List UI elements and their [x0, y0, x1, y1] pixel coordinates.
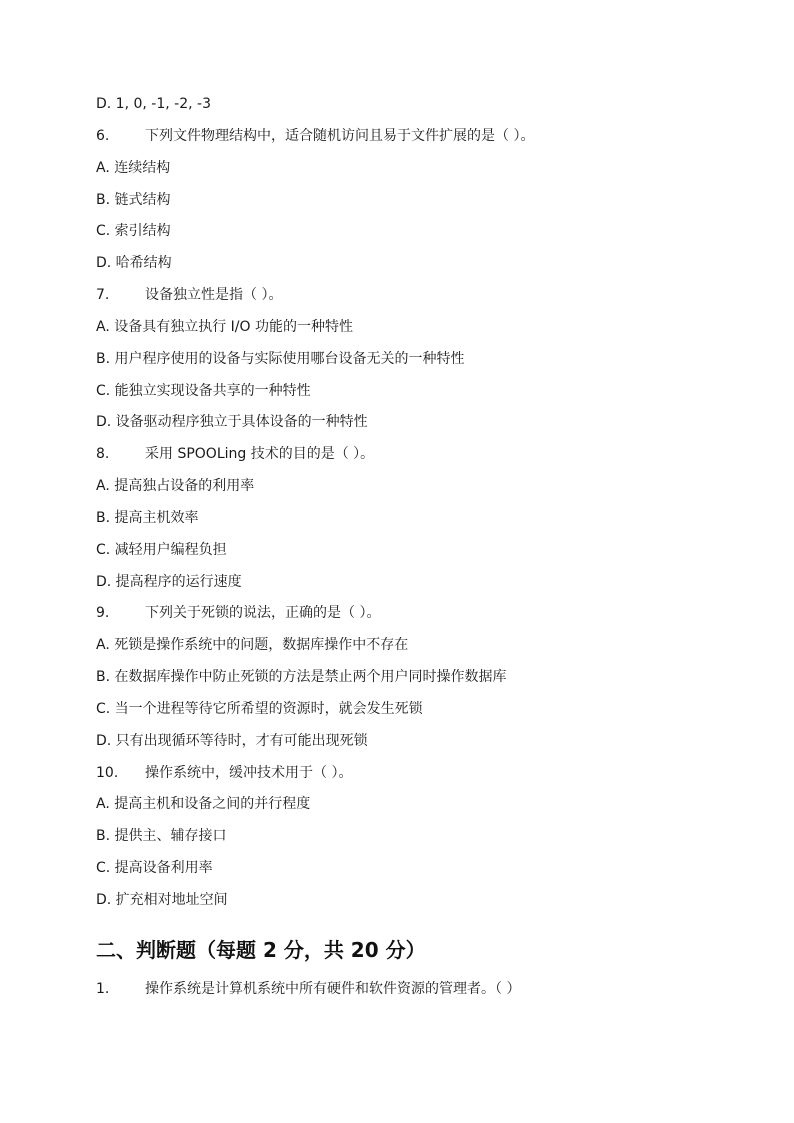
option-line [96, 221, 171, 241]
question-line [96, 763, 352, 783]
option-text: A. 死锁是操作系统中的问题，数据库操作中不存在 [96, 637, 409, 653]
option-line [96, 158, 170, 178]
option-text: C. 能独立实现设备共享的一种特性 [96, 383, 311, 399]
option-line [96, 731, 368, 751]
question-number: 1. [96, 981, 110, 997]
question-line [96, 444, 374, 464]
option-line [96, 635, 408, 655]
option-line [96, 253, 172, 273]
option-text: D. 扩充相对地址空间 [96, 892, 228, 908]
option-line [96, 890, 228, 910]
option-text: D. 提高程序的运行速度 [96, 574, 242, 590]
question-number: 7. [96, 287, 110, 303]
option-line [96, 349, 465, 369]
option-text: A. 连续结构 [96, 160, 171, 176]
question-text: 采用 SPOOLing 技术的目的是（ ）。 [145, 446, 375, 462]
option-line [96, 858, 213, 878]
judge-question-line [96, 979, 520, 999]
question-text: 操作系统是计算机系统中所有硬件和软件资源的管理者。（ ） [145, 981, 521, 997]
option-text: A. 提高独占设备的利用率 [96, 478, 255, 494]
question-line [96, 603, 380, 623]
option-text: D. 设备驱动程序独立于具体设备的一种特性 [96, 414, 368, 430]
question-text: 下列关于死锁的说法，正确的是（ ）。 [145, 605, 381, 621]
question-number: 8. [96, 446, 110, 462]
option-line [96, 476, 254, 496]
option-line [96, 94, 211, 114]
option-line [96, 317, 353, 337]
option-line [96, 508, 199, 528]
question-text: 操作系统中，缓冲技术用于（ ）。 [145, 765, 353, 781]
option-text: B. 链式结构 [96, 192, 171, 208]
question-line [96, 285, 282, 305]
option-text: D. 只有出现循环等待时，才有可能出现死锁 [96, 733, 368, 749]
question-text: 设备独立性是指（ ）。 [145, 287, 283, 303]
option-text: C. 减轻用户编程负担 [96, 542, 227, 558]
option-line [96, 540, 227, 560]
option-text: B. 提高主机效率 [96, 510, 199, 526]
option-text: B. 用户程序使用的设备与实际使用哪台设备无关的一种特性 [96, 351, 465, 367]
option-text: C. 当一个进程等待它所希望的资源时，就会发生死锁 [96, 701, 423, 717]
option-line [96, 381, 311, 401]
option-line [96, 412, 368, 432]
option-line [96, 826, 227, 846]
option-text: B. 提供主、辅存接口 [96, 828, 227, 844]
question-number: 9. [96, 605, 110, 621]
option-line [96, 794, 310, 814]
option-text: D. 1, 0, -1, -2, -3 [96, 96, 211, 112]
option-line [96, 572, 242, 592]
option-text: D. 哈希结构 [96, 255, 172, 271]
option-text: A. 提高主机和设备之间的并行程度 [96, 796, 311, 812]
option-line [96, 190, 171, 210]
option-line [96, 699, 423, 719]
question-number: 10. [96, 765, 119, 781]
question-line [96, 126, 534, 146]
question-number: 6. [96, 128, 110, 144]
section-heading: 二、判断题（每题 2 分，共 20 分） [96, 938, 426, 962]
option-text: C. 提高设备利用率 [96, 860, 213, 876]
question-text: 下列文件物理结构中，适合随机访问且易于文件扩展的是（ ）。 [145, 128, 535, 144]
option-text: C. 索引结构 [96, 223, 171, 239]
option-text: B. 在数据库操作中防止死锁的方法是禁止两个用户同时操作数据库 [96, 669, 507, 685]
option-line [96, 667, 507, 687]
option-text: A. 设备具有独立执行 I/O 功能的一种特性 [96, 319, 353, 335]
